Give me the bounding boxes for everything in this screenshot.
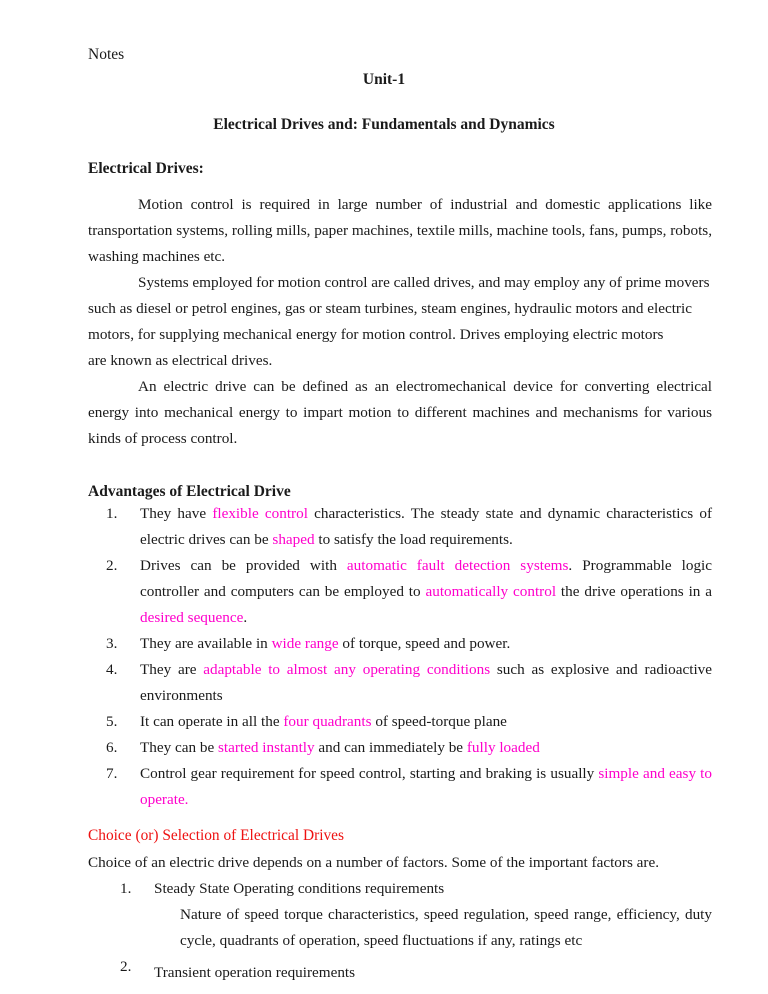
list-item-text: They are available in bbox=[140, 635, 272, 653]
paragraph-electric-drive-definition: An electric drive can be defined as an electromechanical device for converting electrical energy into mechanical energy to impart motion to different machines and mechanisms for various kinds of process control. bbox=[88, 378, 712, 448]
list-item-text: . bbox=[243, 609, 248, 627]
choice-factor-item bbox=[120, 954, 720, 986]
list-item-number: 6. bbox=[106, 739, 118, 757]
list-item-text: such as explosive and radioactive environments bbox=[140, 661, 713, 705]
highlighted-text: adaptable to almost any operating conditions bbox=[203, 661, 491, 679]
highlighted-text: wide range bbox=[271, 635, 339, 653]
choice-intro-text: Choice of an electric drive depends on a number of factors. Some of the important factors are. bbox=[88, 854, 660, 872]
highlighted-text: flexible control bbox=[212, 505, 308, 523]
list-item-text: . Programmable logic controller and computers can be employed to bbox=[140, 557, 713, 601]
list-item-text: of torque, speed and power. bbox=[338, 635, 511, 653]
list-item-number: 2. bbox=[106, 557, 118, 575]
list-item-text: They can be bbox=[140, 739, 219, 757]
list-item-number: 3. bbox=[106, 635, 118, 653]
list-item-number: 1. bbox=[120, 880, 132, 898]
advantage-list-item bbox=[106, 657, 712, 709]
section-heading-electrical-drives: Electrical Drives: bbox=[88, 160, 204, 178]
list-item-text: the drive operations in a bbox=[556, 583, 713, 601]
choice-factor-detail: Nature of speed torque characteristics, speed regulation, speed range, efficiency, duty cycle, quadrants of operation, speed fluctuations if any, ratings etc bbox=[180, 906, 712, 950]
list-item-text: of speed-torque plane bbox=[371, 713, 507, 731]
highlighted-text: automatically control bbox=[425, 583, 557, 601]
highlighted-text: automatic fault detection systems bbox=[346, 557, 569, 575]
advantage-list-item bbox=[106, 631, 712, 657]
highlighted-text: desired sequence bbox=[140, 609, 244, 627]
list-item-text: to satisfy the load requirements. bbox=[314, 531, 513, 549]
section-heading-choice: Choice (or) Selection of Electrical Drives bbox=[88, 827, 344, 845]
highlighted-text: shaped bbox=[272, 531, 315, 549]
unit-title: Unit-1 bbox=[362, 71, 406, 89]
paragraph-systems-employed: Systems employed for motion control are called drives, and may employ any of prime movers such as diesel or petrol engines, gas or steam turbines, steam engines, hydraulic motors and electric motors, for supplying mechanical energy for motion control. Drives employing electric motors bbox=[88, 274, 710, 344]
advantage-list-item bbox=[106, 761, 712, 813]
list-item-text: characteristics. The steady state and dynamic characteristics of electric drives can be bbox=[140, 505, 713, 549]
highlighted-text: simple and easy to operate. bbox=[140, 765, 712, 809]
header-note: Notes bbox=[88, 46, 125, 63]
list-item-text: Control gear requirement for speed control, starting and braking is usually bbox=[140, 765, 599, 783]
advantage-list-item bbox=[106, 735, 712, 761]
list-item-text: Steady State Operating conditions requirements bbox=[154, 880, 445, 898]
advantage-list-item bbox=[106, 501, 712, 553]
paragraph-known-as-electrical-drives: are known as electrical drives. bbox=[88, 352, 273, 370]
highlighted-text: started instantly bbox=[218, 739, 315, 757]
list-item-text: They are bbox=[140, 661, 204, 679]
list-item-text: They have bbox=[140, 505, 213, 523]
list-item-text: and can immediately be bbox=[314, 739, 467, 757]
advantage-list-item bbox=[106, 709, 712, 735]
list-item-text: Transient operation requirements bbox=[154, 964, 356, 982]
advantage-list-item bbox=[106, 553, 712, 631]
paragraph-motion-control: Motion control is required in large number of industrial and domestic applications like transportation systems, rolling mills, paper machines, textile mills, machine tools, fans, pumps, robots, washing machines etc. bbox=[88, 196, 712, 266]
main-title: Electrical Drives and: Fundamentals and Dynamics bbox=[213, 116, 555, 134]
highlighted-text: fully loaded bbox=[466, 739, 540, 757]
list-item-number: 1. bbox=[106, 505, 118, 523]
choice-factors-list bbox=[88, 876, 712, 986]
advantages-list bbox=[88, 501, 712, 813]
list-item-number: 2. bbox=[120, 958, 132, 976]
section-heading-advantages: Advantages of Electrical Drive bbox=[88, 483, 291, 501]
list-item-number: 4. bbox=[106, 661, 118, 679]
list-item-text: It can operate in all the bbox=[140, 713, 284, 731]
list-item-number: 5. bbox=[106, 713, 118, 731]
list-item-number: 7. bbox=[106, 765, 118, 783]
highlighted-text: four quadrants bbox=[283, 713, 372, 731]
choice-factor-item bbox=[120, 876, 720, 902]
list-item-text: Drives can be provided with bbox=[140, 557, 347, 575]
